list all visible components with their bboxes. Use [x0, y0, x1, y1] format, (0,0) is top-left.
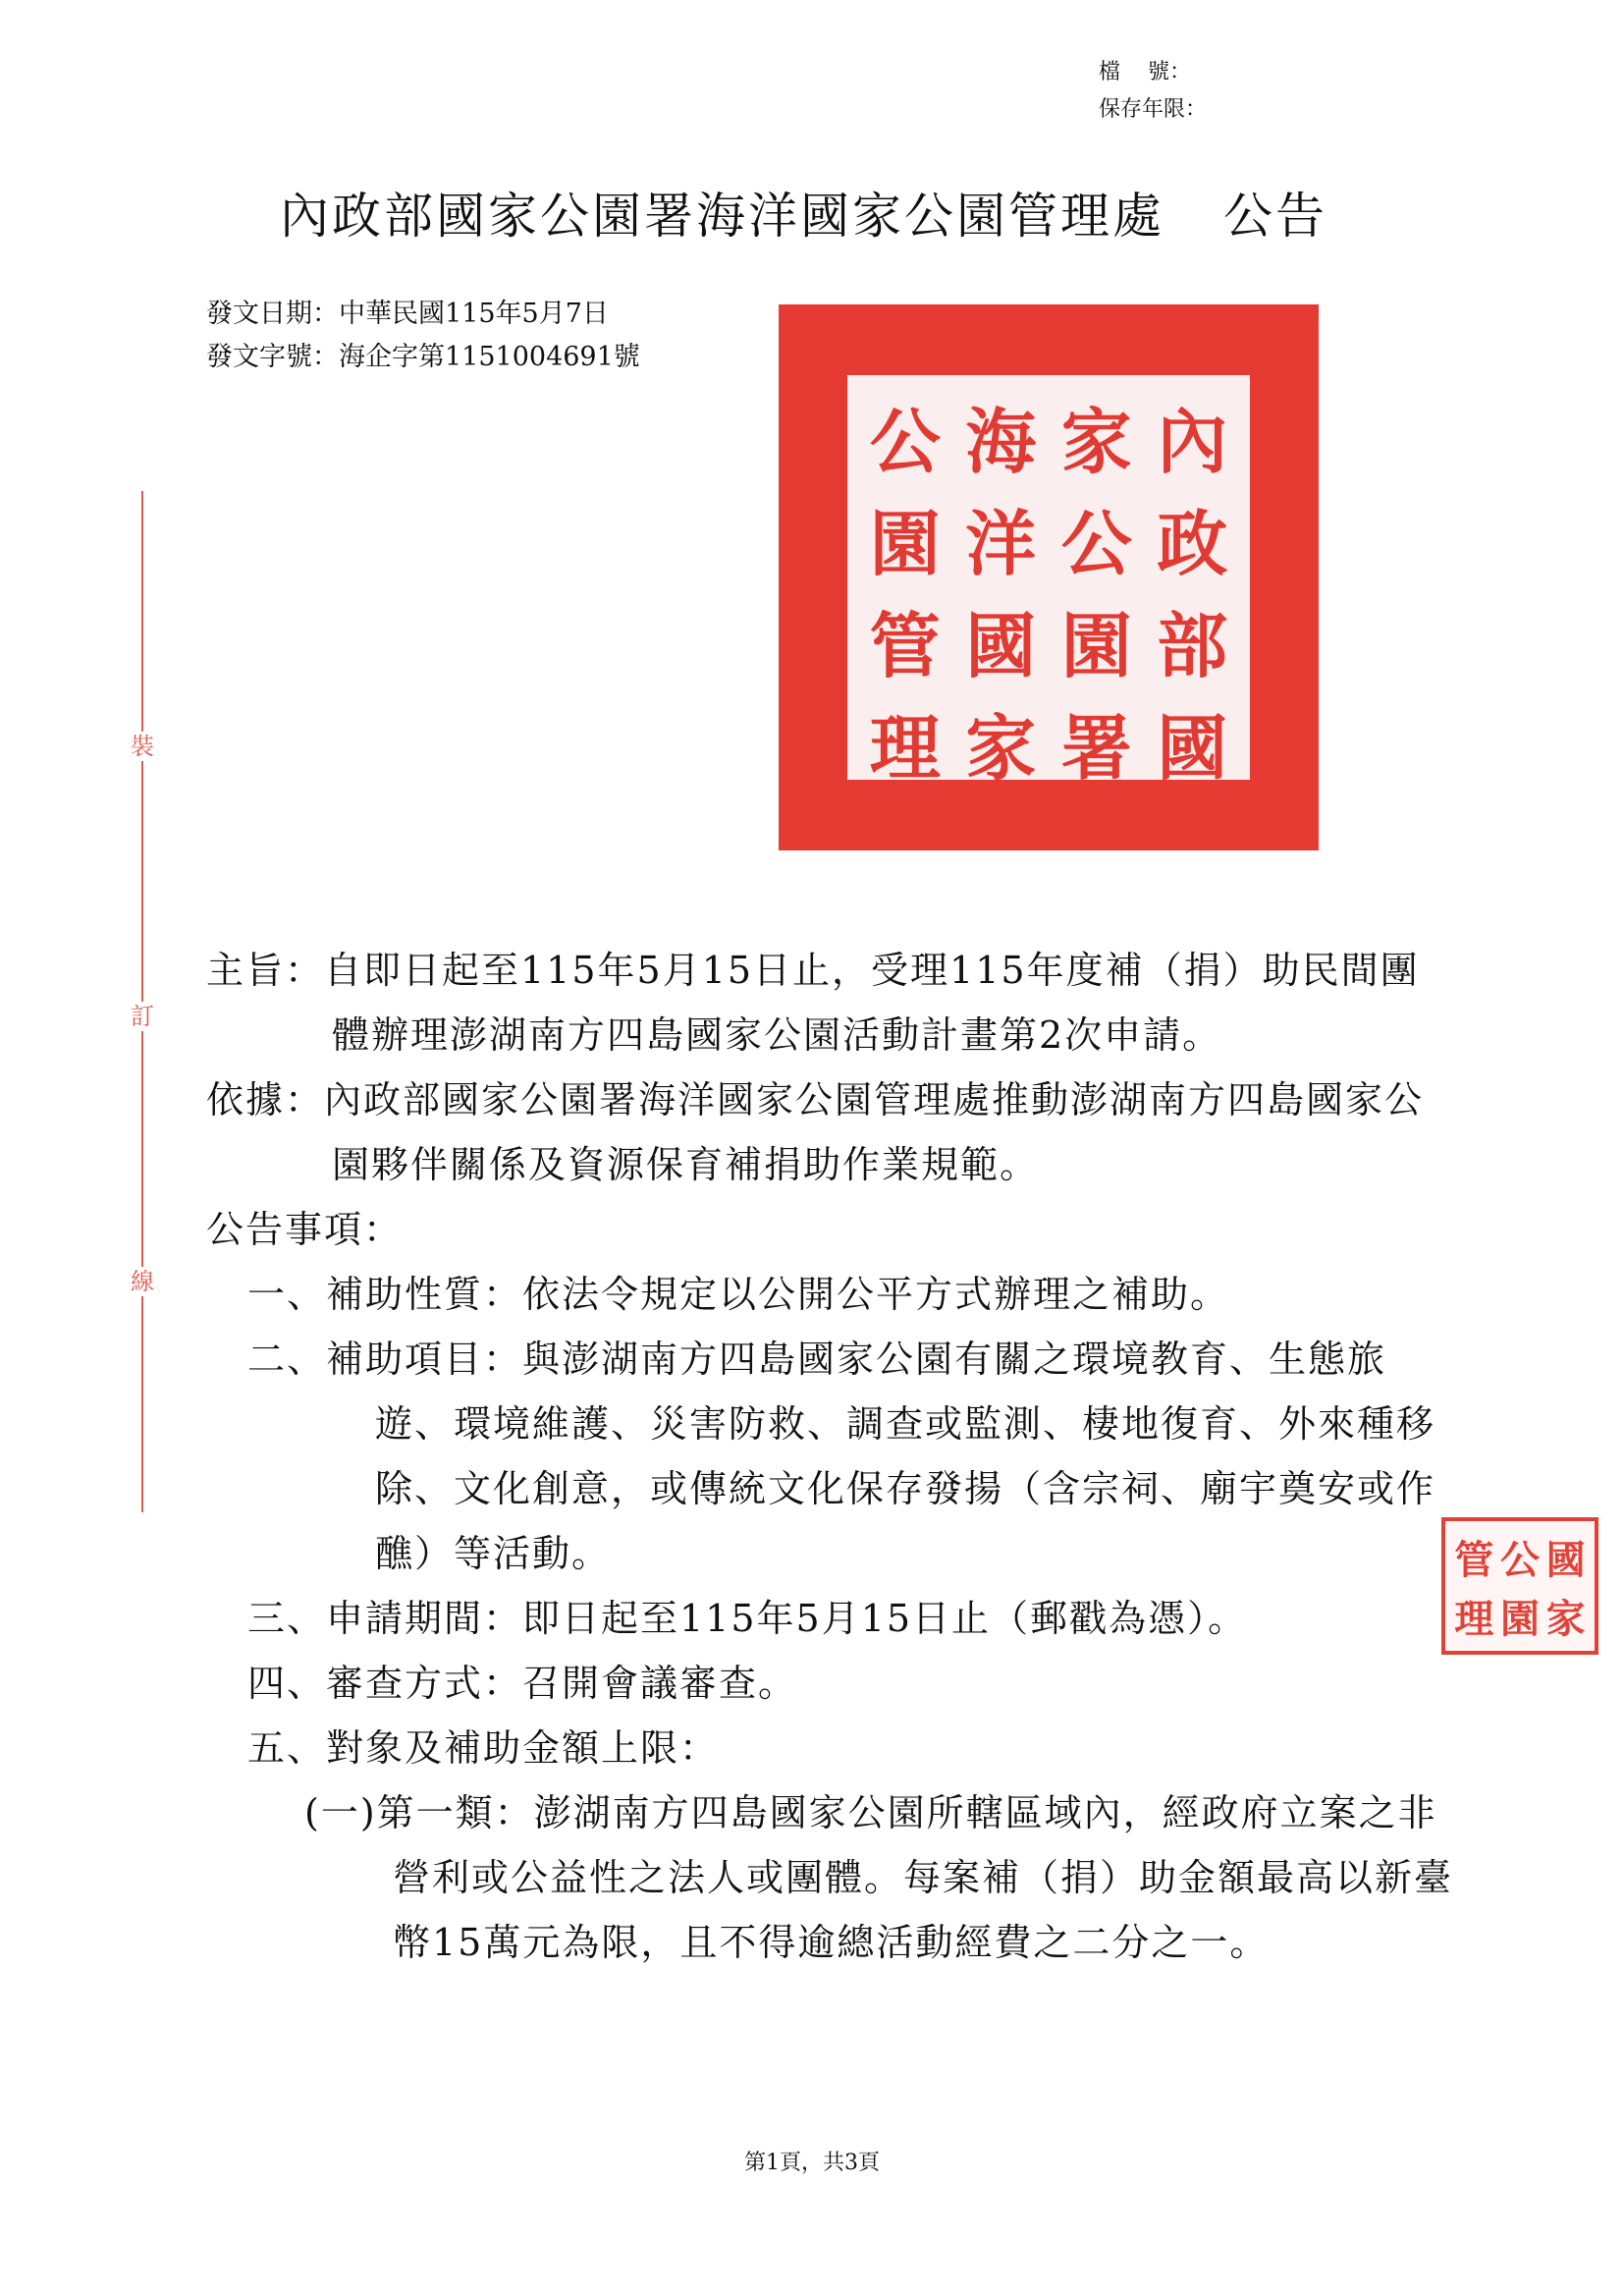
binding-mark-zhuang: 裝: [128, 732, 157, 761]
seal-glyph: 園: [1060, 604, 1132, 687]
basis-paragraph: 依據：內政部國家公園署海洋國家公園管理處推動澎湖南方四島國家公園夥伴關係及資源保育補捐助作業規範。: [206, 1078, 1425, 1186]
notice-sub-item-1: (一)第一類：澎湖南方四島國家公園所轄區域內，經政府立案之非營利或公益性之法人或團體。每案補（捐）助金額最高以新臺幣15萬元為限，且不得逾總活動經費之二分之一。: [304, 1791, 1454, 1964]
seal-glyph: 國: [1157, 706, 1228, 790]
issue-number: 發文字號：海企字第1151004691號: [206, 342, 640, 372]
seal-glyph: 園: [1500, 1595, 1540, 1642]
retention-label: 保存年限：: [1098, 97, 1207, 122]
official-seal-large: [779, 304, 1319, 850]
notice-body: [206, 938, 1453, 1975]
seal-glyph: 園: [869, 502, 941, 585]
seal-glyph: 理: [1454, 1595, 1494, 1642]
notice-item-4: 四、審查方式：召開會議審查。: [247, 1662, 798, 1705]
notice-item-1: 一、補助性質：依法令規定以公開公平方式辦理之補助。: [247, 1273, 1230, 1316]
seal-glyph: 家: [1060, 400, 1132, 483]
seal-glyph: 洋: [965, 502, 1037, 585]
seal-glyph: 家: [1545, 1595, 1586, 1642]
issue-info: [206, 293, 640, 379]
file-meta: [1099, 54, 1207, 129]
issue-date: 發文日期：中華民國115年5月7日: [206, 299, 609, 329]
page-footer: 第1頁，共3頁: [744, 2151, 880, 2175]
notice-item-2: 二、補助項目：與澎湖南方四島國家公園有關之環境教育、生態旅遊、環境維護、災害防救、調查或監測、棲地復育、外來種移除、文化創意，或傳統文化保存發揚（含宗祠、廟宇奠安或作醮）等活動。: [247, 1338, 1436, 1575]
seal-inner: [847, 375, 1250, 790]
seal-glyph: 管: [869, 604, 941, 687]
seal-glyph: 國: [965, 604, 1037, 687]
seal-characters: [857, 385, 1240, 790]
title-org: 內政部國家公園署海洋國家公園管理處: [280, 188, 1164, 245]
binding-mark-ding: 訂: [128, 1002, 157, 1031]
page-title: [280, 177, 1327, 247]
seal-glyph: 國: [1545, 1536, 1586, 1583]
title-doc-type: 公告: [1223, 188, 1327, 245]
notice-item-3: 三、申請期間：即日起至115年5月15日止（郵戳為憑）。: [247, 1597, 1248, 1640]
binding-line: [128, 491, 157, 1512]
seal-glyph: 家: [965, 706, 1037, 790]
binding-mark-xian: 線: [128, 1267, 157, 1296]
file-number-label: 檔 號：: [1098, 60, 1191, 84]
official-seal-small: [1441, 1517, 1598, 1655]
seal-glyph: 公: [869, 400, 941, 483]
small-seal-characters: [1451, 1527, 1589, 1645]
subject-paragraph: 主旨：自即日起至115年5月15日止，受理115年度補（捐）助民間團體辦理澎湖南方四島國家公園活動計畫第2次申請。: [206, 949, 1420, 1057]
notice-heading: 公告事項：: [206, 1208, 404, 1251]
seal-glyph: 海: [965, 400, 1037, 483]
seal-glyph: 公: [1060, 502, 1132, 585]
seal-glyph: 政: [1157, 502, 1228, 585]
seal-glyph: 公: [1500, 1536, 1540, 1583]
seal-glyph: 署: [1060, 706, 1132, 790]
notice-item-5: 五、對象及補助金額上限：: [247, 1726, 720, 1770]
seal-glyph: 理: [869, 706, 941, 790]
seal-glyph: 內: [1157, 400, 1228, 483]
seal-glyph: 部: [1157, 604, 1228, 687]
seal-glyph: 管: [1454, 1536, 1494, 1583]
